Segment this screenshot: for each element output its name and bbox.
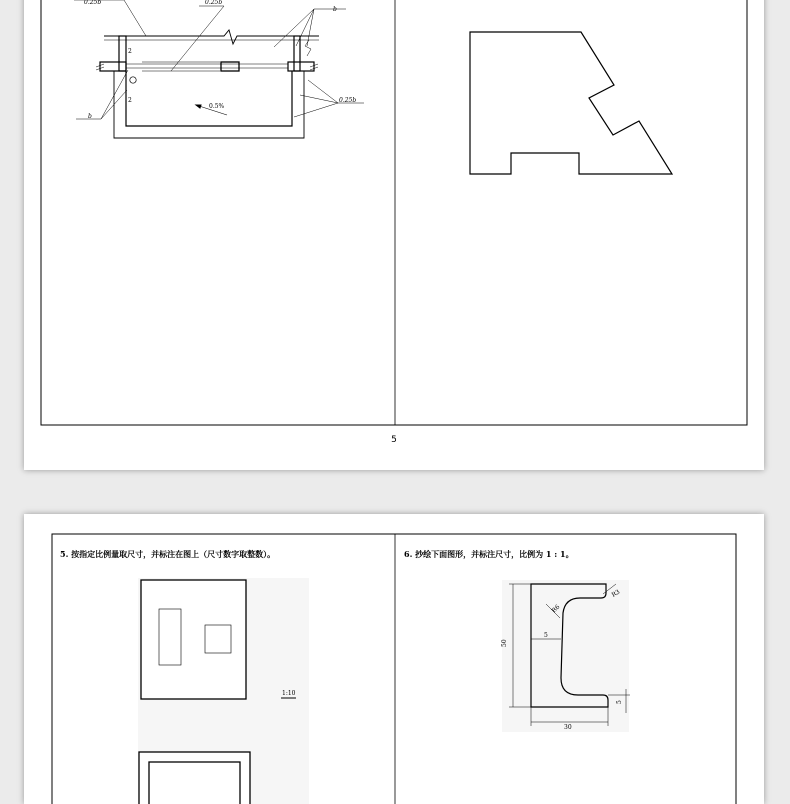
q5-outer-square xyxy=(141,580,246,699)
q5-scale: 1:10 xyxy=(282,690,296,697)
worksheet-page-5-canvas xyxy=(24,0,764,470)
label-right: 0.25b xyxy=(339,97,357,104)
worksheet-page-6-canvas xyxy=(24,514,764,804)
label-top-right: b xyxy=(333,6,337,13)
q6-heading: 6. 抄绘下面图形，并标注尺寸，比例为 1 : 1。 xyxy=(404,549,574,559)
q6-figure-background xyxy=(502,580,629,732)
dim-r-outer: R3 xyxy=(610,588,622,599)
label-mark-bottom: 2 xyxy=(128,97,132,104)
q5-lower-rectangle xyxy=(139,752,250,804)
label-left-b: b xyxy=(88,113,92,120)
dim-r-inner: R6 xyxy=(550,603,562,615)
page-number: 5 xyxy=(391,435,397,445)
dim-thickness-left: 5 xyxy=(544,632,548,639)
worksheet-page-6 xyxy=(24,514,764,804)
label-slope: 0.5% xyxy=(209,103,225,110)
building-section-drawing xyxy=(74,0,364,138)
dim-width: 30 xyxy=(564,724,572,731)
worksheet-page-5 xyxy=(24,0,764,470)
label-top-left: 0.25b xyxy=(84,0,102,6)
label-mark-top: 2 xyxy=(128,48,132,55)
dim-thickness-bottom: 5 xyxy=(616,700,623,704)
polygon-shape xyxy=(470,32,672,174)
q5-heading: 5. 按指定比例量取尺寸，并标注在图上（尺寸数字取整数）。 xyxy=(60,549,276,559)
label-top-mid: 0.25b xyxy=(205,0,223,6)
dim-height: 50 xyxy=(501,639,508,647)
